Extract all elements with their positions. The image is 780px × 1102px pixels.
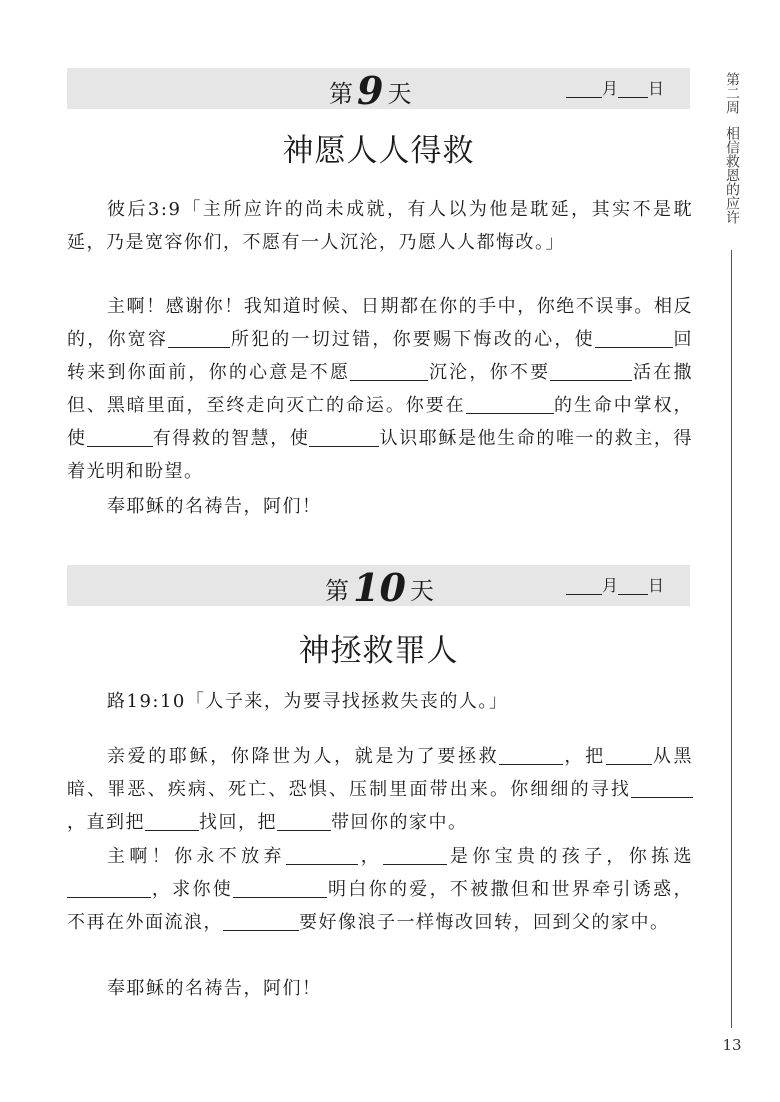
day10-date-field — [566, 565, 664, 606]
sidebar-rule — [731, 250, 732, 1028]
day10-prayer-text: 从黑暗、罪恶、疾病、死亡、恐惧、压制里面带出来。你细细的寻找 — [67, 746, 694, 800]
fill-blank — [499, 744, 563, 765]
fill-blank — [631, 777, 693, 798]
day9-title: 神愿人人得救 — [282, 133, 475, 169]
day10-prayer-text: 是你宝贵的孩子，你拣选 — [447, 846, 694, 867]
day10-prayer-text: ，把 — [563, 746, 606, 767]
day9-prayer-text: 所犯的一切过错，你要赐下悔改的心，使 — [230, 329, 595, 350]
day10-month-blank — [566, 576, 602, 595]
fill-blank — [309, 426, 379, 447]
day10-verse — [67, 685, 693, 718]
day9-prayer-text: 沉沦，你不要 — [428, 362, 551, 383]
day10-prayer-text: 明白你的爱，不被撒但和世界牵引诱惑，不再在外面流浪， — [67, 879, 694, 933]
day9-prayer-text: 有得救的智慧，使 — [152, 428, 310, 449]
day9-day-label-text: 日 — [647, 79, 664, 98]
day10-title: 神拯救罪人 — [298, 633, 459, 669]
sidebar-week: 第二周 — [724, 72, 740, 114]
day10-prayer-paragraph-2 — [67, 840, 693, 939]
fill-blank — [350, 360, 428, 381]
day9-prayer-paragraph — [67, 290, 693, 488]
day10-day-label-text: 日 — [647, 576, 664, 595]
day9-day-blank — [618, 79, 648, 98]
fill-blank — [67, 877, 151, 898]
day9-header-bar — [67, 68, 690, 113]
fill-blank — [466, 393, 554, 414]
fill-blank — [87, 426, 153, 447]
day9-number: 9 — [357, 68, 384, 113]
day10-prayer-text: ， — [357, 846, 384, 867]
day9-month-label: 月 — [601, 79, 618, 98]
fill-blank — [606, 744, 652, 765]
day10-verse-text: 「人子来，为要寻找拯救失丧的人。」 — [185, 691, 509, 712]
day10-prayer-text: 亲爱的耶稣，你降世为人，就是为了要拯救 — [107, 746, 500, 767]
page-number: 13 — [722, 1036, 742, 1054]
fill-blank — [168, 327, 230, 348]
day10-prayer-text: ，直到把 — [67, 812, 145, 833]
day9-prefix: 第 — [329, 80, 353, 108]
day10-suffix: 天 — [409, 577, 434, 605]
day9-prayer-text: 的生命中掌权，使 — [67, 395, 694, 449]
fill-blank — [277, 810, 331, 831]
day10-closing: 奉耶稣的名祷告，阿们！ — [107, 978, 322, 999]
day10-day-blank — [618, 576, 648, 595]
fill-blank — [383, 844, 447, 865]
day9-prayer-text: 主啊！感谢你！我知道时候、日期都在你的手中，你绝不误事。相反的，你宽容 — [67, 296, 693, 350]
sidebar-section-label — [722, 72, 742, 224]
day10-number: 10 — [353, 565, 406, 610]
day9-date-field — [566, 68, 664, 109]
sidebar-theme: 相信救恩的应许 — [724, 126, 740, 224]
day10-prayer-text: ，求你使 — [151, 879, 234, 900]
day10-prefix: 第 — [325, 577, 349, 605]
day9-suffix: 天 — [387, 80, 412, 108]
day9-verse-ref: 彼后3:9 — [107, 199, 182, 220]
day9-closing: 奉耶稣的名祷告，阿们！ — [107, 496, 322, 517]
day9-verse-text: 「主所应许的尚未成就，有人以为他是耽延，其实不是耽延，乃是宽容你们，不愿有一人沉沦，乃愿人人都悔改。」 — [67, 199, 694, 253]
fill-blank — [550, 360, 632, 381]
fill-blank — [223, 910, 299, 931]
day10-month-label: 月 — [601, 576, 618, 595]
day10-prayer-text: 带回你的家中。 — [331, 812, 468, 833]
fill-blank — [595, 327, 673, 348]
fill-blank — [145, 810, 199, 831]
day10-header-bar — [67, 565, 690, 610]
day10-prayer-text: 找回，把 — [199, 812, 277, 833]
day10-verse-ref: 路19:10 — [107, 691, 186, 712]
day9-verse — [67, 193, 693, 259]
day9-prayer-text: 认识耶稣是他生命的唯一的救主，得着光明和盼望。 — [67, 428, 694, 482]
day9-prayer-text: 活在撒但、黑暗里面，至终走向灭亡的命运。你要在 — [67, 362, 694, 416]
day10-prayer-text: 主啊！你永不放弃 — [107, 846, 286, 867]
day9-month-blank — [566, 79, 602, 98]
fill-blank — [233, 877, 327, 898]
fill-blank — [286, 844, 358, 865]
day10-prayer-text: 要好像浪子一样悔改回转，回到父的家中。 — [299, 912, 670, 933]
day10-day-label — [325, 565, 434, 610]
day9-prayer-text: 回转来到你面前，你的心意是不愿 — [67, 329, 694, 383]
day9-day-label — [329, 68, 412, 113]
day10-prayer-paragraph-1 — [67, 740, 693, 839]
